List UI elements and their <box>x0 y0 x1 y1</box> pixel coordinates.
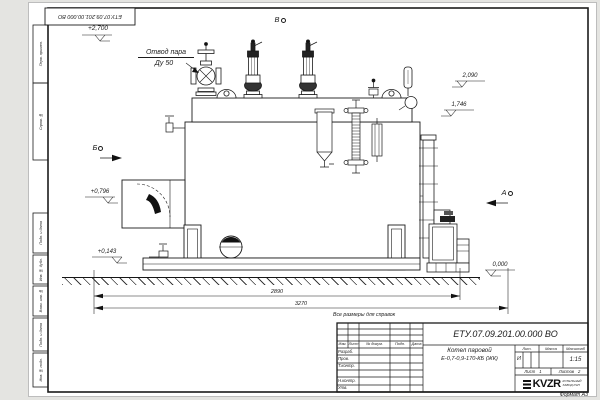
col-list: Лист <box>348 341 359 346</box>
elevation-0796: +0,796 <box>90 188 110 195</box>
front-smokebox <box>122 180 185 228</box>
boiler-body-group <box>122 98 432 270</box>
view-circle-icon <box>98 146 103 151</box>
sheet-number-cell <box>515 368 551 375</box>
margin-sprav-no <box>33 83 48 160</box>
col-izm: Изм. <box>338 341 347 346</box>
ground-hatch <box>62 277 480 285</box>
view-letter: Б <box>92 143 98 152</box>
sign-row-prov: Пров. <box>338 356 350 361</box>
sheets-label: Листов <box>558 369 574 374</box>
margin-label: Подп. и дата <box>38 221 43 245</box>
title-designation <box>424 324 587 344</box>
coil-logo-icon <box>523 379 531 389</box>
view-letter: А <box>501 188 507 197</box>
sign-row-razrab: Разраб. <box>338 348 354 354</box>
view-letter: В <box>274 15 280 24</box>
base-skid <box>143 258 420 270</box>
logo-text: KVZR <box>532 378 561 390</box>
lit-header: Лит. <box>522 345 532 351</box>
steam-outlet-callout-line2: Ду 50 <box>154 60 174 67</box>
lit-value: И <box>517 356 521 362</box>
sign-row-tkontr: Т.контр. <box>338 363 355 368</box>
title-designation-text: ЕТУ.07.09.201.00.000 ВО <box>453 329 558 339</box>
top-left-designation-stamp <box>45 8 135 25</box>
elevation-2700: +2,700 <box>87 25 109 32</box>
gauge-plate-column <box>372 118 382 162</box>
safety-valve-2 <box>299 40 317 98</box>
dim-value: 3270 <box>294 301 308 307</box>
sheet-label: Лист <box>524 369 536 374</box>
left-blowdown-valve <box>165 116 185 132</box>
boiler-body <box>185 122 420 258</box>
margin-label: Инв. № подл. <box>38 358 43 382</box>
view-label-left <box>90 144 106 152</box>
mass-header: Масса <box>545 345 557 351</box>
col-podp: Подп. <box>394 341 406 346</box>
stack-and-fan <box>419 135 469 272</box>
upper-drum <box>192 98 412 122</box>
manhole <box>219 236 243 258</box>
sheets-value: 2 <box>577 369 581 374</box>
scale-value: 1:15 <box>569 357 582 363</box>
fan-base <box>427 263 469 272</box>
elevation-0000: 0,000 <box>492 261 508 268</box>
sign-row-nkontr: Н.контр. <box>338 377 356 383</box>
format-label: Формат А3 <box>559 391 588 398</box>
designation-text: ЕТУ.07.09.201.00.000 ВО <box>58 13 122 20</box>
small-top-valve <box>368 79 379 98</box>
margin-label: Перв. примен. <box>38 41 43 67</box>
product-name-line1: Котел паровой <box>447 347 492 354</box>
col-data: Дата <box>411 341 422 346</box>
elevation-2090: 2,090 <box>462 72 478 79</box>
dimension-2890 <box>257 290 297 296</box>
logo-sub-line1: КОТЕЛЬНЫЙ <box>562 379 582 384</box>
sign-row-utv: Утв. <box>338 385 348 390</box>
elevation-1746: 1,746 <box>451 101 467 108</box>
margin-podp-data-1 <box>33 213 48 253</box>
elevation-0143: +0,143 <box>97 248 117 255</box>
steam-outlet-callout-line1: Отвод пара <box>138 49 194 58</box>
dim-value: 2890 <box>270 289 284 295</box>
margin-label: Подп. и дата <box>38 322 43 347</box>
sheets-total-cell <box>551 368 588 375</box>
margin-label: Инв. № дубл. <box>38 257 43 282</box>
sheet-value: 1 <box>539 369 542 374</box>
logo-sub-line2: ЗАВОД РЭП <box>562 383 580 387</box>
company-logo <box>517 377 587 391</box>
view-label-right <box>499 189 515 197</box>
margin-podp-data-2 <box>33 318 48 351</box>
margin-vzam-inv <box>33 286 48 316</box>
view-circle-icon <box>508 191 513 196</box>
margin-inv-podl <box>33 353 48 387</box>
margin-label: Взам. инв. № <box>38 289 43 313</box>
margin-perv-primen <box>33 25 48 83</box>
fan-housing <box>429 224 457 263</box>
reference-note: Все размеры для справок <box>333 311 396 318</box>
drain-valve <box>149 244 168 257</box>
margin-inv-dubl <box>33 255 48 284</box>
logo-subtitle <box>563 380 582 387</box>
safety-valve-1 <box>244 40 262 98</box>
dimension-3270 <box>281 302 321 308</box>
view-circle-icon <box>281 18 286 23</box>
col-doc: № докум. <box>366 341 383 346</box>
product-name-line2: Е-0,7-0,9-170-КБ (ЖК) <box>441 356 498 362</box>
view-label-top <box>272 16 288 24</box>
margin-label: Справ. № <box>38 112 43 131</box>
scale-header: Масштаб <box>566 345 585 351</box>
